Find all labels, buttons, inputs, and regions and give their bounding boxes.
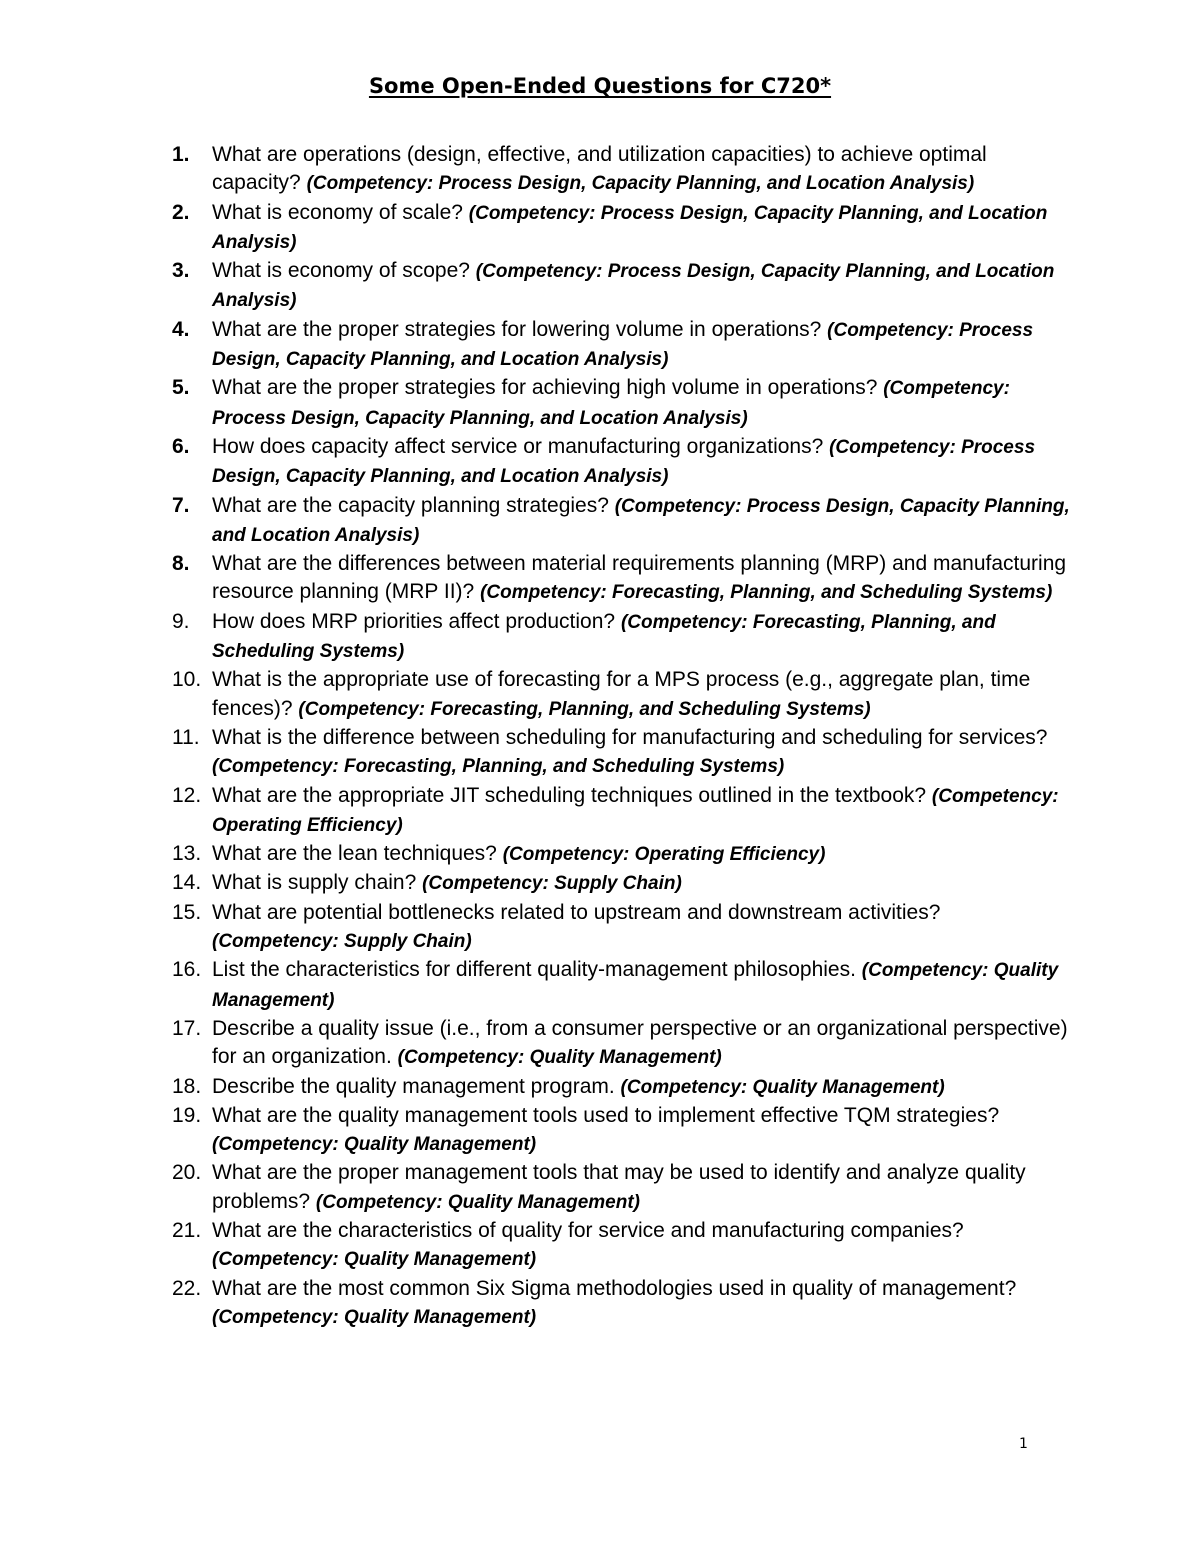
question-body	[212, 550, 1072, 608]
question-item	[172, 899, 1072, 957]
question-number: 2.	[172, 200, 190, 224]
question-item	[172, 374, 1072, 433]
question-number: 18.	[172, 1074, 202, 1098]
question-body	[212, 1102, 1072, 1160]
question-text: What is the difference between scheduling for manufacturing and scheduling for services?	[212, 725, 1048, 749]
page-title: Some Open-Ended Questions for C720*	[368, 74, 832, 98]
question-item	[172, 782, 1072, 841]
question-item	[172, 1073, 1072, 1102]
question-text: What are potential bottlenecks related to upstream and downstream activities?	[212, 900, 941, 924]
question-number: 10.	[172, 668, 202, 692]
question-text: How does MRP priorities affect production?	[212, 609, 621, 633]
competency-label: (Competency: Quality Management)	[397, 1047, 722, 1069]
question-body	[212, 257, 1072, 316]
question-number: 1.	[172, 143, 190, 166]
question-text: What are operations (design, effective, and utilization capacities) to achieve optimal capacity?	[212, 143, 987, 195]
competency-label: (Competency: Quality Management)	[212, 960, 1059, 1011]
competency-label: (Competency: Operating Efficiency)	[502, 844, 826, 866]
question-number: 19.	[172, 1103, 202, 1127]
question-item	[172, 724, 1072, 782]
question-number: 7.	[172, 493, 190, 517]
question-text: What are the capacity planning strategies?	[212, 493, 615, 517]
question-item	[172, 1275, 1072, 1333]
question-item	[172, 956, 1072, 1015]
question-body	[212, 608, 1072, 667]
question-body	[212, 316, 1072, 375]
question-number: 4.	[172, 317, 190, 341]
question-text: What are the quality management tools used to implement effective TQM strategies?	[212, 1103, 1000, 1127]
question-number: 9.	[172, 609, 190, 633]
competency-label: (Competency: Operating Efficiency)	[212, 785, 1059, 836]
question-number: 17.	[172, 1016, 202, 1040]
question-text: What are the differences between material requirements planning (MRP) and manufacturing resource planning (MRP II)?	[212, 552, 1067, 604]
question-item	[172, 840, 1072, 869]
question-item	[172, 869, 1072, 898]
question-text: Describe the quality management program.	[212, 1074, 621, 1098]
question-list	[172, 141, 1072, 1332]
competency-label: (Competency: Forecasting, Planning, and Scheduling Systems)	[212, 756, 785, 778]
competency-label: (Competency: Process Design, Capacity Planning, and Location Analysis)	[212, 319, 1034, 371]
competency-label: (Competency: Supply Chain)	[212, 931, 472, 953]
question-item	[172, 1217, 1072, 1275]
question-body	[212, 869, 1072, 898]
competency-label: (Competency: Supply Chain)	[422, 873, 682, 895]
question-number: 6.	[172, 434, 190, 458]
competency-label: (Competency: Process Design, Capacity Planning, and Location Analysis)	[212, 261, 1055, 312]
question-number: 22.	[172, 1276, 202, 1300]
question-item	[172, 433, 1072, 492]
question-item	[172, 1015, 1072, 1073]
competency-label: (Competency: Forecasting, Planning, and Scheduling Systems)	[212, 611, 996, 663]
competency-label: (Competency: Process Design, Capacity Planning, and Location Analysis)	[212, 202, 1048, 253]
competency-label: (Competency: Quality Management)	[212, 1134, 537, 1156]
question-item	[172, 550, 1072, 608]
question-number: 12.	[172, 783, 202, 807]
question-number: 16.	[172, 958, 202, 982]
question-body	[212, 1073, 1072, 1102]
question-item	[172, 1102, 1072, 1160]
question-body	[212, 492, 1072, 551]
question-number: 5.	[172, 376, 190, 400]
question-item	[172, 257, 1072, 316]
question-body	[212, 956, 1072, 1015]
question-body	[212, 1159, 1072, 1217]
question-item	[172, 608, 1072, 667]
question-text: What is economy of scope?	[212, 259, 476, 283]
question-text: What are the proper strategies for lowering volume in operations?	[212, 317, 828, 341]
competency-label: (Competency: Quality Management)	[315, 1191, 640, 1213]
question-body	[212, 199, 1072, 258]
question-item	[172, 666, 1072, 724]
question-text: What are the most common Six Sigma methodologies used in quality of management?	[212, 1276, 1017, 1300]
question-item	[172, 492, 1072, 551]
question-body	[212, 1217, 1072, 1275]
question-text: List the characteristics for different quality-management philosophies.	[212, 958, 862, 982]
question-text: What is the appropriate use of forecasting for a MPS process (e.g., aggregate plan, time fences)?	[212, 668, 1031, 720]
question-text: How does capacity affect service or manufacturing organizations?	[212, 434, 830, 458]
question-item	[172, 199, 1072, 258]
competency-label: (Competency: Process Design, Capacity Planning, and Location Analysis)	[212, 436, 1036, 488]
question-text: What is supply chain?	[212, 871, 423, 895]
question-number: 11.	[172, 725, 200, 749]
competency-label: (Competency: Process Design, Capacity Planning, and Location Analysis)	[212, 378, 1010, 429]
question-body	[212, 899, 1072, 957]
question-body	[212, 1275, 1072, 1333]
question-number: 13.	[172, 842, 202, 866]
question-number: 14.	[172, 871, 202, 895]
page-number: 1	[1019, 1436, 1028, 1452]
question-number: 20.	[172, 1161, 202, 1185]
question-text: What are the proper strategies for achieving high volume in operations?	[212, 376, 884, 400]
question-body	[212, 782, 1072, 841]
question-item	[172, 316, 1072, 375]
question-number: 8.	[172, 552, 190, 576]
question-number: 3.	[172, 259, 190, 283]
question-text: What is economy of scale?	[212, 200, 469, 224]
question-text: Describe a quality issue (i.e., from a consumer perspective or an organizational perspective) for an organization.	[212, 1016, 1068, 1069]
competency-label: (Competency: Forecasting, Planning, and Scheduling Systems)	[480, 582, 1053, 604]
question-text: What are the appropriate JIT scheduling techniques outlined in the textbook?	[212, 783, 932, 807]
competency-label: (Competency: Quality Management)	[620, 1076, 945, 1098]
question-item	[172, 141, 1072, 199]
competency-label: (Competency: Process Design, Capacity Planning, and Location Analysis)	[212, 495, 1070, 546]
question-body	[212, 374, 1072, 433]
question-body	[212, 141, 1072, 199]
question-number: 21.	[172, 1218, 202, 1242]
question-text: What are the lean techniques?	[212, 842, 503, 866]
competency-label: (Competency: Process Design, Capacity Planning, and Location Analysis)	[306, 173, 975, 195]
question-text: What are the proper management tools that may be used to identify and analyze quality problems?	[212, 1161, 1026, 1213]
competency-label: (Competency: Forecasting, Planning, and Scheduling Systems)	[298, 698, 871, 720]
question-text: What are the characteristics of quality for service and manufacturing companies?	[212, 1218, 964, 1242]
question-number: 15.	[172, 900, 202, 924]
question-body	[212, 433, 1072, 492]
competency-label: (Competency: Quality Management)	[212, 1306, 537, 1328]
question-body	[212, 1015, 1072, 1073]
question-body	[212, 840, 1072, 869]
question-item	[172, 1159, 1072, 1217]
question-body	[212, 724, 1072, 782]
question-body	[212, 666, 1072, 724]
competency-label: (Competency: Quality Management)	[212, 1249, 537, 1271]
